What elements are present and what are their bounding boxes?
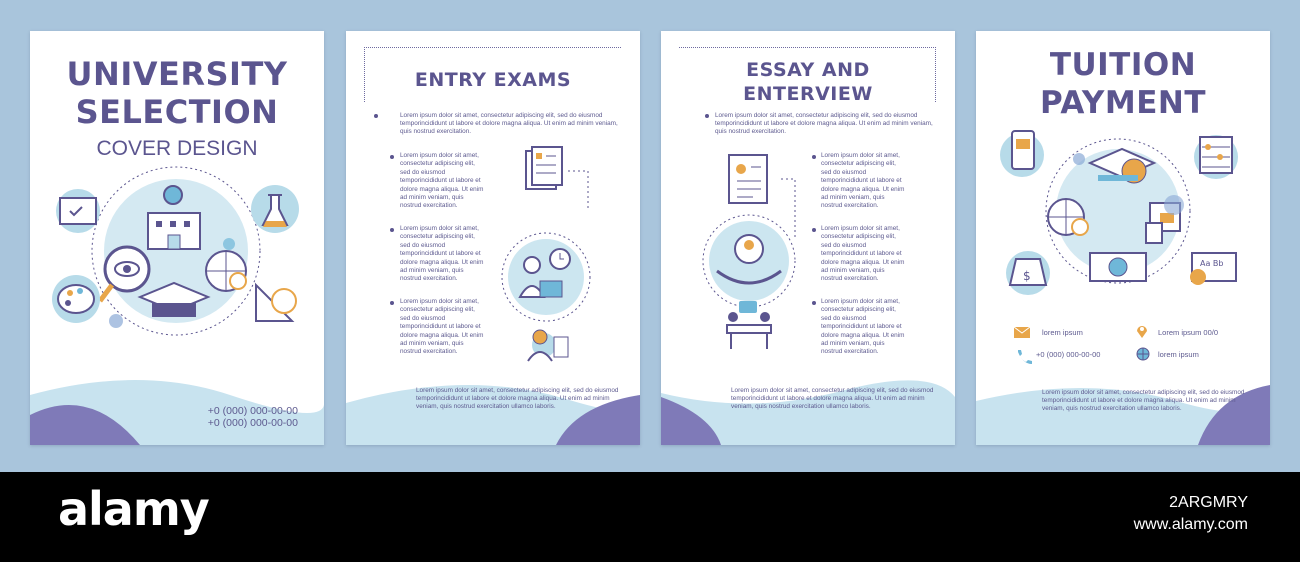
brochure-page-essay-interview [661, 31, 955, 445]
brochure-page-entry-exams [346, 31, 640, 445]
globe-web-icon [1136, 347, 1150, 361]
phone-icon [1016, 349, 1029, 363]
svg-text:Aa Bb: Aa Bb [1200, 259, 1224, 268]
bullet [705, 114, 709, 118]
bullet [812, 228, 816, 232]
bullet [374, 114, 378, 118]
bullet [390, 301, 394, 305]
banknote-icon [1090, 253, 1146, 281]
footer-paragraph: Lorem ipsum dolor sit amet, consectetur adipiscing elit, sed do eiusmod temporincididunt ut labore et dolore magna aliqua. Ut enim ad minim veniam, quis nostrud exercitation ullamco laboris. [416, 387, 619, 411]
tuition-illustration [976, 123, 1270, 303]
money-bag-icon [1006, 251, 1050, 295]
cover-title-line1: UNIVERSITY [66, 55, 288, 93]
flask-icon [251, 185, 299, 233]
teacher-board-icon [1190, 253, 1236, 285]
location-pin-icon [1136, 324, 1148, 338]
abacus-icon [1194, 135, 1238, 179]
essay-item-1: Lorem ipsum dolor sit amet, consectetur adipiscing elit, sed do eiusmod temporincididunt ut labore et dolore magna aliqua. Ut enim ad minim veniam, quis nostrud exercitation. [821, 152, 905, 210]
mobile-pay-icon [1000, 131, 1044, 177]
essay-item-2: Lorem ipsum dolor sit amet, consectetur adipiscing elit, sed do eiusmod temporincididunt ut labore et dolore magna aliqua. Ut enim ad minim veniam, quis nostrud exercitation. [821, 225, 905, 283]
essay-illustration [701, 149, 811, 379]
student-laptop-icon [502, 233, 590, 321]
bullet [812, 155, 816, 159]
globe-icon [164, 186, 182, 204]
alamy-logo: alamy [58, 482, 209, 536]
test-paper-icon [526, 147, 562, 189]
footer-paragraph: Lorem ipsum dolor sit amet, consectetur adipiscing elit, sed do eiusmod temporincididunt ut labore et dolore magna aliqua. Ut enim ad minim veniam, quis nostrud exercitation ullamco laboris. [1042, 389, 1245, 413]
clock-icon [550, 249, 570, 269]
intro-paragraph: Lorem ipsum dolor sit amet, consectetur adipiscing elit, sed do eiusmod temporincididunt ut labore et dolore magna aliqua. Ut enim ad minim veniam, quis nostrud exercitation. [715, 112, 933, 136]
phone-number-2: +0 (000) 000-00-00 [207, 417, 298, 429]
resume-icon [729, 155, 767, 203]
entry-exams-illustration [506, 141, 626, 361]
cover-illustration [30, 171, 324, 371]
bullet [390, 155, 394, 159]
exam-item-3: Lorem ipsum dolor sit amet, consectetur adipiscing elit, sed do eiusmod temporincididunt ut labore et dolore magna aliqua. Ut enim ad minim veniam, quis nostrud exercitation. [400, 298, 484, 356]
contact-address: Lorem ipsum 00/0 [1158, 328, 1219, 337]
exam-item-1: Lorem ipsum dolor sit amet, consectetur adipiscing elit, sed do eiusmod temporincididunt ut labore et dolore magna aliqua. Ut enim ad minim veniam, quis nostrud exercitation. [400, 152, 484, 210]
contact-phone: +0 (000) 000-00-00 [1036, 350, 1101, 359]
bullet [390, 228, 394, 232]
entry-exams-title: ENTRY EXAMS [414, 69, 572, 91]
tuition-title-line1: TUITION [1049, 47, 1197, 83]
global-check-icon [206, 251, 246, 291]
geometry-tools-icon [256, 285, 296, 321]
image-id: 2ARGMRY [1169, 494, 1248, 511]
phone-number-1: +0 (000) 000-00-00 [207, 405, 298, 417]
candidate-hand-icon [703, 215, 795, 307]
brochure-page-cover [30, 31, 324, 445]
bullet [812, 301, 816, 305]
footer-paragraph: Lorem ipsum dolor sit amet, consectetur adipiscing elit, sed do eiusmod temporincididunt ut labore et dolore magna aliqua. Ut enim ad minim veniam, quis nostrud exercitation ullamco laboris. [731, 387, 934, 411]
interview-meeting-icon [727, 301, 771, 349]
cover-subtitle: COVER DESIGN [96, 137, 258, 160]
university-building-icon [148, 213, 200, 249]
svg-text:$: $ [1023, 269, 1031, 283]
cover-title-line2: SELECTION [75, 93, 279, 131]
essay-title-line1: ESSAY AND [746, 59, 870, 81]
tuition-title-line2: PAYMENT [1040, 85, 1206, 121]
palette-icon [52, 275, 100, 323]
examiner-icon [528, 330, 568, 361]
contact-email: lorem ipsum [1042, 328, 1083, 337]
certificate-icon [56, 189, 100, 233]
intro-paragraph: Lorem ipsum dolor sit amet, consectetur adipiscing elit, sed do eiusmod temporincididunt ut labore et dolore magna aliqua. Ut enim ad minim veniam, quis nostrud exercitation. [400, 112, 618, 136]
envelope-icon [1014, 327, 1030, 338]
contact-web: lorem ipsum [1158, 350, 1199, 359]
essay-item-3: Lorem ipsum dolor sit amet, consectetur adipiscing elit, sed do eiusmod temporincididunt ut labore et dolore magna aliqua. Ut enim ad minim veniam, quis nostrud exercitation. [821, 298, 905, 356]
essay-title-line2: ENTERVIEW [743, 83, 873, 105]
site-url: www.alamy.com [1133, 516, 1248, 533]
exam-item-2: Lorem ipsum dolor sit amet, consectetur adipiscing elit, sed do eiusmod temporincididunt ut labore et dolore magna aliqua. Ut enim ad minim veniam, quis nostrud exercitation. [400, 225, 484, 283]
brochure-page-tuition [976, 31, 1270, 445]
